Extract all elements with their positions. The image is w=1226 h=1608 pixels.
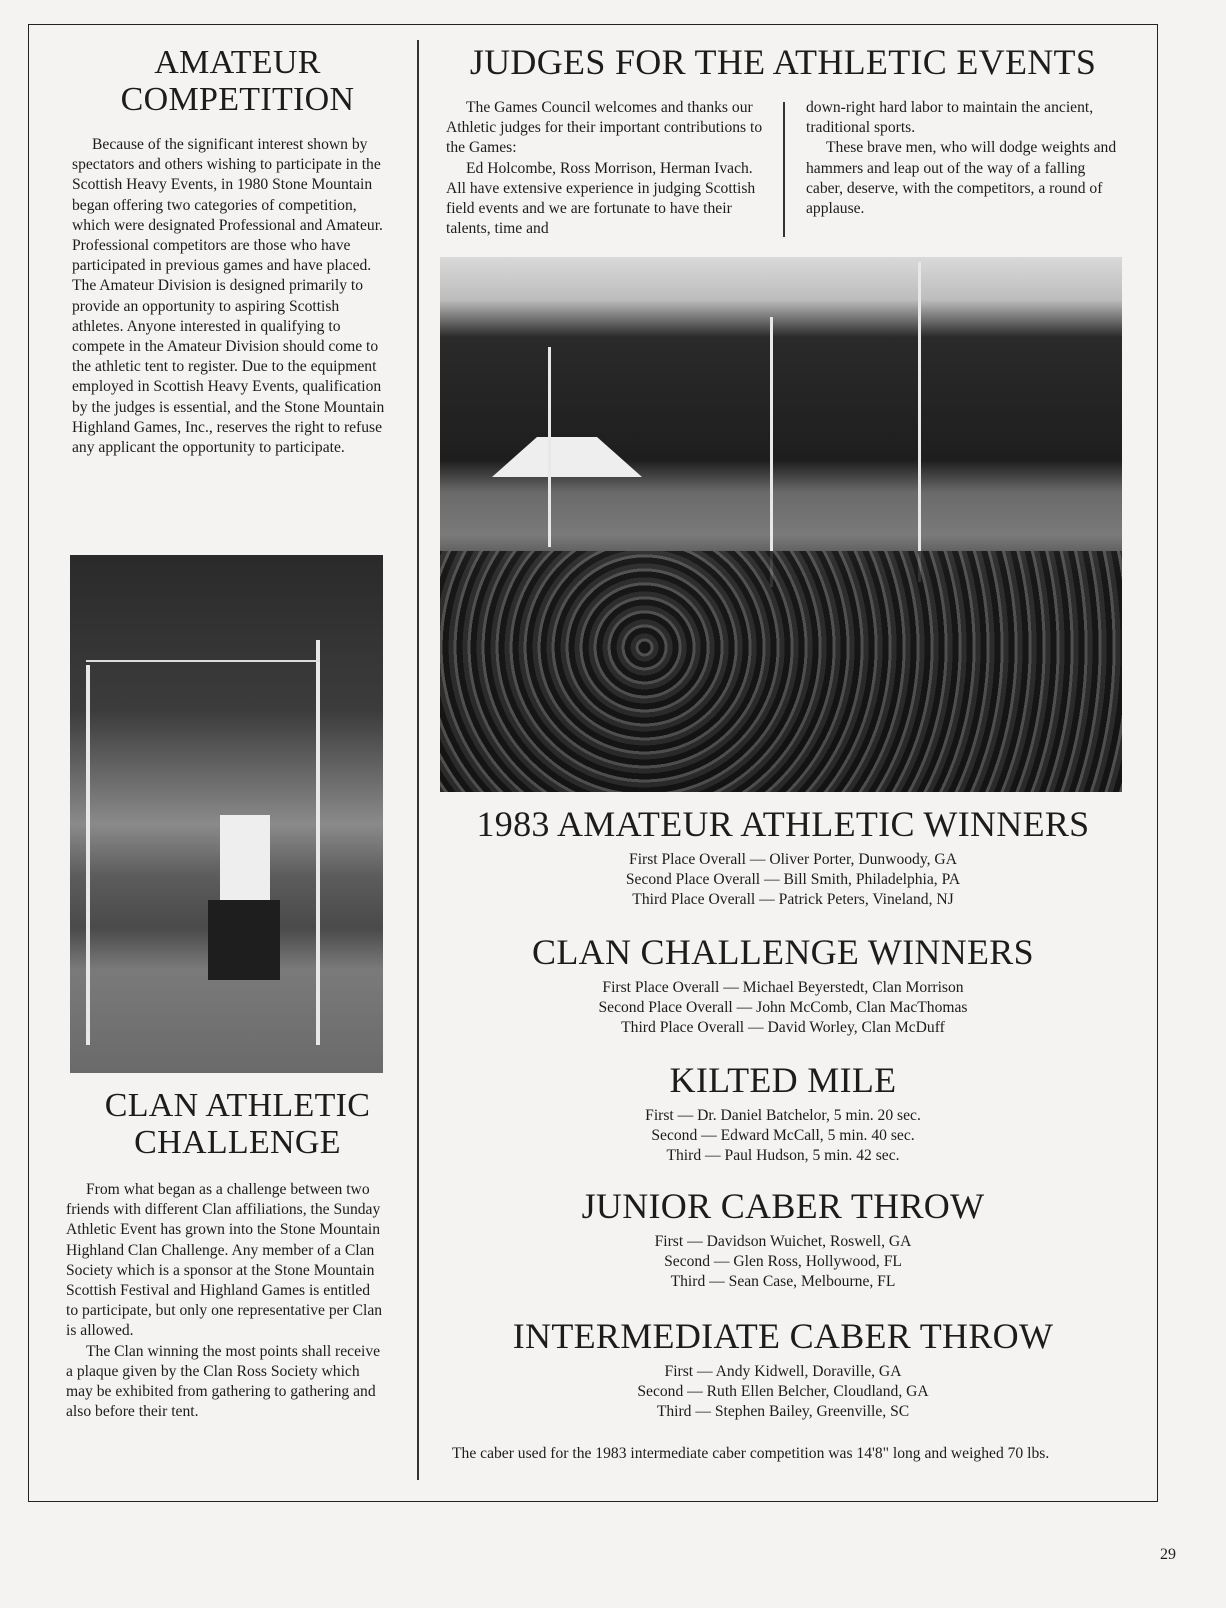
photo-hammer-throw	[70, 555, 383, 1073]
result-clan-challenge	[440, 932, 1126, 1039]
clan-athletic-paragraph-2: The Clan winning the most points shall receive a plaque given by the Clan Ross Society which may be exhibited from gathering to gathering and also before their tent.	[66, 1342, 381, 1421]
result-junior-caber	[440, 1186, 1126, 1293]
judges-col1-p2: Ed Holcombe, Ross Morrison, Herman Ivach. All have extensive experience in judging Scottish field events and we are fortunate to have their talents, time and	[446, 159, 756, 238]
result-line: Third Place Overall — David Worley, Clan McDuff	[621, 1019, 945, 1037]
result-line: Second — Edward McCall, 5 min. 40 sec.	[651, 1127, 915, 1145]
result-line: First — Davidson Wuichet, Roswell, GA	[654, 1233, 912, 1250]
amateur-heading: AMATEUR COMPETITION	[120, 44, 355, 118]
judges-col2-p1: down-right hard labor to maintain the ancient, traditional sports.	[806, 99, 1094, 137]
result-line: First — Andy Kidwell, Doraville, GA	[664, 1363, 902, 1380]
result-line: First Place Overall — Oliver Porter, Dunwoody, GA	[629, 851, 957, 868]
result-line: Third — Paul Hudson, 5 min. 42 sec.	[666, 1147, 900, 1165]
result-line: Second — Ruth Ellen Belcher, Cloudland, GA	[637, 1383, 929, 1401]
result-line: Third Place Overall — Patrick Peters, Vineland, NJ	[632, 891, 954, 909]
photo-games-field-crowd	[440, 257, 1122, 792]
clan-athletic-paragraph-1: From what began as a challenge between two friends with different Clan affiliations, the Sunday Athletic Event has grown into the Stone Mountain Highland Clan Challenge. Any member of a Clan Society which is a sponsor at the Stone Mountain Scottish Festival and Highland Games is entitled to participate, but only one representative per Clan is allowed.	[66, 1181, 383, 1340]
result-line: First — Dr. Daniel Batchelor, 5 min. 20 sec.	[645, 1107, 921, 1124]
result-line: Second Place Overall — John McComb, Clan MacThomas	[598, 999, 968, 1017]
result-heading: JUNIOR CABER THROW	[581, 1186, 985, 1226]
clan-athletic-heading: CLAN ATHLETIC CHALLENGE	[104, 1087, 371, 1161]
result-heading: CLAN CHALLENGE WINNERS	[532, 932, 1034, 972]
result-heading: 1983 AMATEUR ATHLETIC WINNERS	[476, 804, 1090, 844]
judges-col2-p2: These brave men, who will dodge weights and hammers and leap out of the way of a falling caber, deserve, with the competitors, a round of applause.	[806, 139, 1117, 218]
result-line: Second — Glen Ross, Hollywood, FL	[664, 1253, 902, 1271]
result-intermediate-caber	[440, 1316, 1126, 1423]
result-kilted-mile	[440, 1060, 1126, 1167]
judges-col1-p1: The Games Council welcomes and thanks our Athletic judges for their important contributions to the Games:	[446, 99, 763, 157]
result-heading: KILTED MILE	[669, 1060, 897, 1100]
clan-athletic-body	[66, 1180, 384, 1422]
result-line: First Place Overall — Michael Beyerstedt, Clan Morrison	[602, 979, 964, 996]
result-line: Third — Stephen Bailey, Greenville, SC	[656, 1403, 910, 1421]
caber-note: The caber used for the 1983 intermediate caber competition was 14'8" long and weighed 70 lbs.	[452, 1445, 1050, 1462]
result-line: Third — Sean Case, Melbourne, FL	[670, 1273, 896, 1291]
amateur-body	[72, 135, 390, 458]
judges-heading: JUDGES FOR THE ATHLETIC EVENTS	[469, 42, 1097, 82]
judges-divider	[783, 102, 785, 237]
result-heading: INTERMEDIATE CABER THROW	[512, 1316, 1054, 1356]
page-number: 29	[1160, 1546, 1176, 1563]
result-line: Second Place Overall — Bill Smith, Philadelphia, PA	[625, 871, 961, 889]
column-divider	[417, 40, 419, 1480]
result-amateur	[440, 804, 1126, 911]
judges-col-1	[446, 98, 764, 239]
judges-col-2	[806, 98, 1124, 219]
amateur-paragraph: Because of the significant interest shown by spectators and others wishing to participate in the Scottish Heavy Events, in 1980 Stone Mountain began offering two categories of competition, which were designated Professional and Amateur. Professional competitors are those who have participated in previous games and have placed. The Amateur Division is designed primarily to provide an opportunity to aspiring Scottish athletes. Anyone interested in qualifying to compete in the Amateur Division should come to the athletic tent to register. Due to the equipment employed in Scottish Heavy Events, qualification by the judges is essential, and the Stone Mountain Highland Games, Inc., reserves the right to refuse any applicant the opportunity to participate.	[72, 136, 385, 457]
